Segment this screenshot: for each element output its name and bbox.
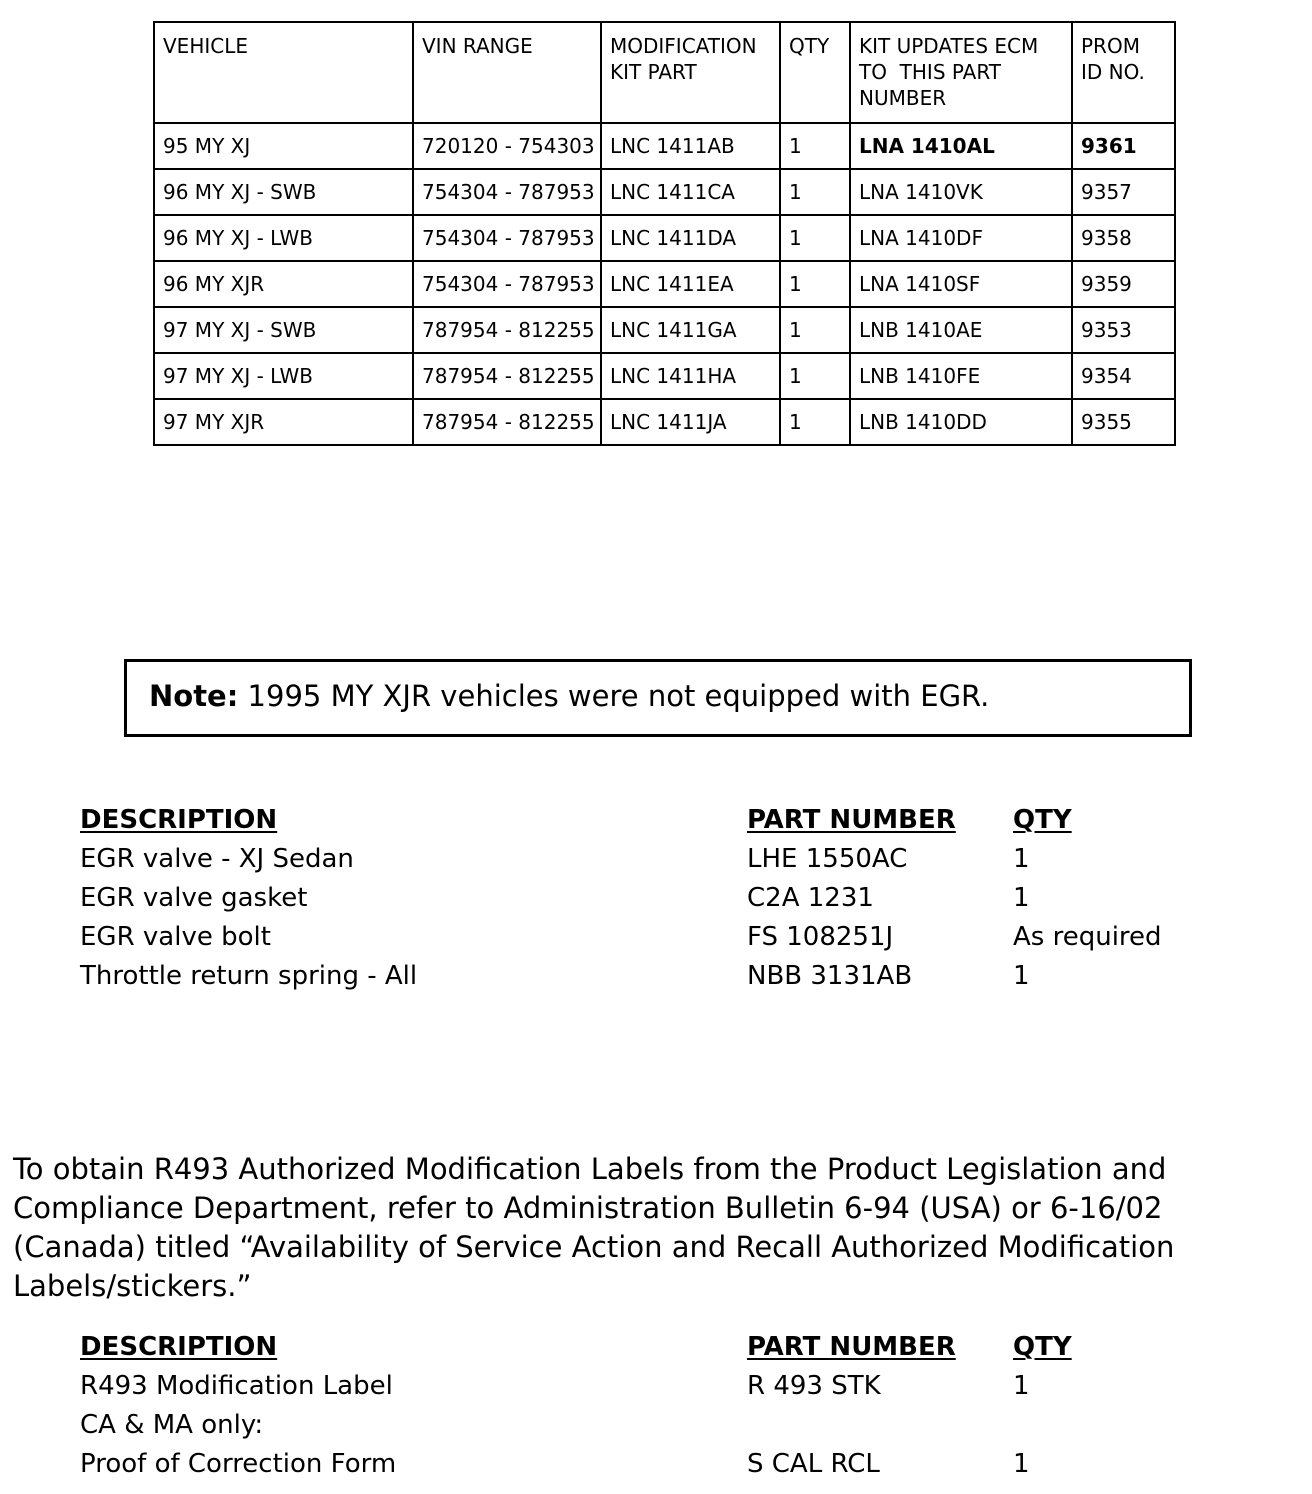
cell-qty: 1 xyxy=(780,169,850,215)
item-description: R493 Modification Label xyxy=(80,1371,393,1401)
item-qty: 1 xyxy=(1013,883,1030,913)
cell-ecm-part: LNA 1410SF xyxy=(850,261,1072,307)
table-row xyxy=(154,261,1175,307)
cell-prom-id: 9353 xyxy=(1072,307,1175,353)
item-description: EGR valve - XJ Sedan xyxy=(80,844,354,874)
header-qty: QTY xyxy=(780,22,850,123)
item-part-number: LHE 1550AC xyxy=(747,844,908,874)
item-description: Proof of Correction Form xyxy=(80,1449,397,1479)
cell-kit-part: LNC 1411CA xyxy=(601,169,780,215)
list-item xyxy=(80,957,1230,996)
table-header-row xyxy=(154,22,1175,123)
header-description: DESCRIPTION xyxy=(80,805,278,835)
parts-list-header xyxy=(80,801,1230,840)
cell-vin-range: 720120 - 754303 xyxy=(413,123,601,169)
cell-kit-part: LNC 1411DA xyxy=(601,215,780,261)
item-qty: 1 xyxy=(1013,1371,1030,1401)
cell-vehicle: 96 MY XJ - LWB xyxy=(154,215,413,261)
cell-prom-id: 9359 xyxy=(1072,261,1175,307)
cell-kit-part: LNC 1411JA xyxy=(601,399,780,445)
table-row xyxy=(154,215,1175,261)
cell-vin-range: 754304 - 787953 xyxy=(413,169,601,215)
list-item xyxy=(80,1367,1230,1406)
table-row xyxy=(154,399,1175,445)
list-item xyxy=(80,1406,1230,1445)
cell-kit-part: LNC 1411GA xyxy=(601,307,780,353)
cell-vehicle: 95 MY XJ xyxy=(154,123,413,169)
header-qty: QTY xyxy=(1013,805,1072,835)
note-text: 1995 MY XJR vehicles were not equipped with EGR. xyxy=(238,679,990,713)
header-vin-range: VIN RANGE xyxy=(413,22,601,123)
table-row xyxy=(154,123,1175,169)
list-item xyxy=(80,879,1230,918)
cell-vin-range: 754304 - 787953 xyxy=(413,215,601,261)
header-part-number: PART NUMBER xyxy=(747,1332,956,1362)
cell-ecm-part: LNA 1410DF xyxy=(850,215,1072,261)
cell-ecm-part: LNB 1410DD xyxy=(850,399,1072,445)
cell-qty: 1 xyxy=(780,399,850,445)
cell-prom-id: 9355 xyxy=(1072,399,1175,445)
cell-vin-range: 787954 - 812255 xyxy=(413,307,601,353)
cell-kit-part: LNC 1411AB xyxy=(601,123,780,169)
item-description: CA & MA only: xyxy=(80,1410,264,1440)
header-description: DESCRIPTION xyxy=(80,1332,278,1362)
parts-list-labels xyxy=(80,1328,1230,1484)
header-modification-kit-part: MODIFICATION KIT PART xyxy=(601,22,780,123)
item-description: EGR valve gasket xyxy=(80,883,308,913)
header-qty: QTY xyxy=(1013,1332,1072,1362)
cell-ecm-part: LNA 1410VK xyxy=(850,169,1072,215)
cell-ecm-part: LNB 1410FE xyxy=(850,353,1072,399)
cell-qty: 1 xyxy=(780,215,850,261)
item-part-number: FS 108251J xyxy=(747,922,894,952)
table-row xyxy=(154,169,1175,215)
item-part-number: NBB 3131AB xyxy=(747,961,913,991)
list-item xyxy=(80,1445,1230,1484)
cell-prom-id: 9357 xyxy=(1072,169,1175,215)
cell-kit-part: LNC 1411HA xyxy=(601,353,780,399)
modification-labels-paragraph: To obtain R493 Authorized Modification Labels from the Product Legislation and Compliance Department, refer to Administration Bulletin 6-94 (USA) or 6-16/02 (Canada) titled “Availability of Service Action and Recall Authorized Modification Labels/stickers.” xyxy=(13,1152,1175,1303)
note-box xyxy=(124,659,1192,737)
cell-qty: 1 xyxy=(780,353,850,399)
item-description: Throttle return spring - All xyxy=(80,961,418,991)
item-part-number: R 493 STK xyxy=(747,1371,881,1401)
item-description: EGR valve bolt xyxy=(80,922,271,952)
vehicle-kit-table xyxy=(153,21,1176,446)
cell-qty: 1 xyxy=(780,123,850,169)
cell-vin-range: 787954 - 812255 xyxy=(413,399,601,445)
cell-vehicle: 97 MY XJR xyxy=(154,399,413,445)
cell-vehicle: 96 MY XJR xyxy=(154,261,413,307)
item-part-number: C2A 1231 xyxy=(747,883,874,913)
cell-qty: 1 xyxy=(780,307,850,353)
cell-vehicle: 96 MY XJ - SWB xyxy=(154,169,413,215)
list-item xyxy=(80,918,1230,957)
cell-kit-part: LNC 1411EA xyxy=(601,261,780,307)
cell-qty: 1 xyxy=(780,261,850,307)
item-part-number: S CAL RCL xyxy=(747,1449,880,1479)
cell-vin-range: 754304 - 787953 xyxy=(413,261,601,307)
item-qty: 1 xyxy=(1013,844,1030,874)
header-part-number: PART NUMBER xyxy=(747,805,956,835)
table-row xyxy=(154,353,1175,399)
cell-prom-id: 9361 xyxy=(1072,123,1175,169)
header-vehicle: VEHICLE xyxy=(154,22,413,123)
item-qty: As required xyxy=(1013,922,1162,952)
cell-prom-id: 9354 xyxy=(1072,353,1175,399)
cell-prom-id: 9358 xyxy=(1072,215,1175,261)
parts-list-header xyxy=(80,1328,1230,1367)
table-row xyxy=(154,307,1175,353)
cell-ecm-part: LNB 1410AE xyxy=(850,307,1072,353)
cell-ecm-part: LNA 1410AL xyxy=(850,123,1072,169)
cell-vin-range: 787954 - 812255 xyxy=(413,353,601,399)
note-label: Note: xyxy=(149,679,239,713)
parts-list-egr xyxy=(80,801,1230,996)
cell-vehicle: 97 MY XJ - LWB xyxy=(154,353,413,399)
item-qty: 1 xyxy=(1013,961,1030,991)
item-qty: 1 xyxy=(1013,1449,1030,1479)
list-item xyxy=(80,840,1230,879)
header-kit-updates-ecm: KIT UPDATES ECM TO THIS PART NUMBER xyxy=(850,22,1072,123)
header-prom-id: PROM ID NO. xyxy=(1072,22,1175,123)
cell-vehicle: 97 MY XJ - SWB xyxy=(154,307,413,353)
